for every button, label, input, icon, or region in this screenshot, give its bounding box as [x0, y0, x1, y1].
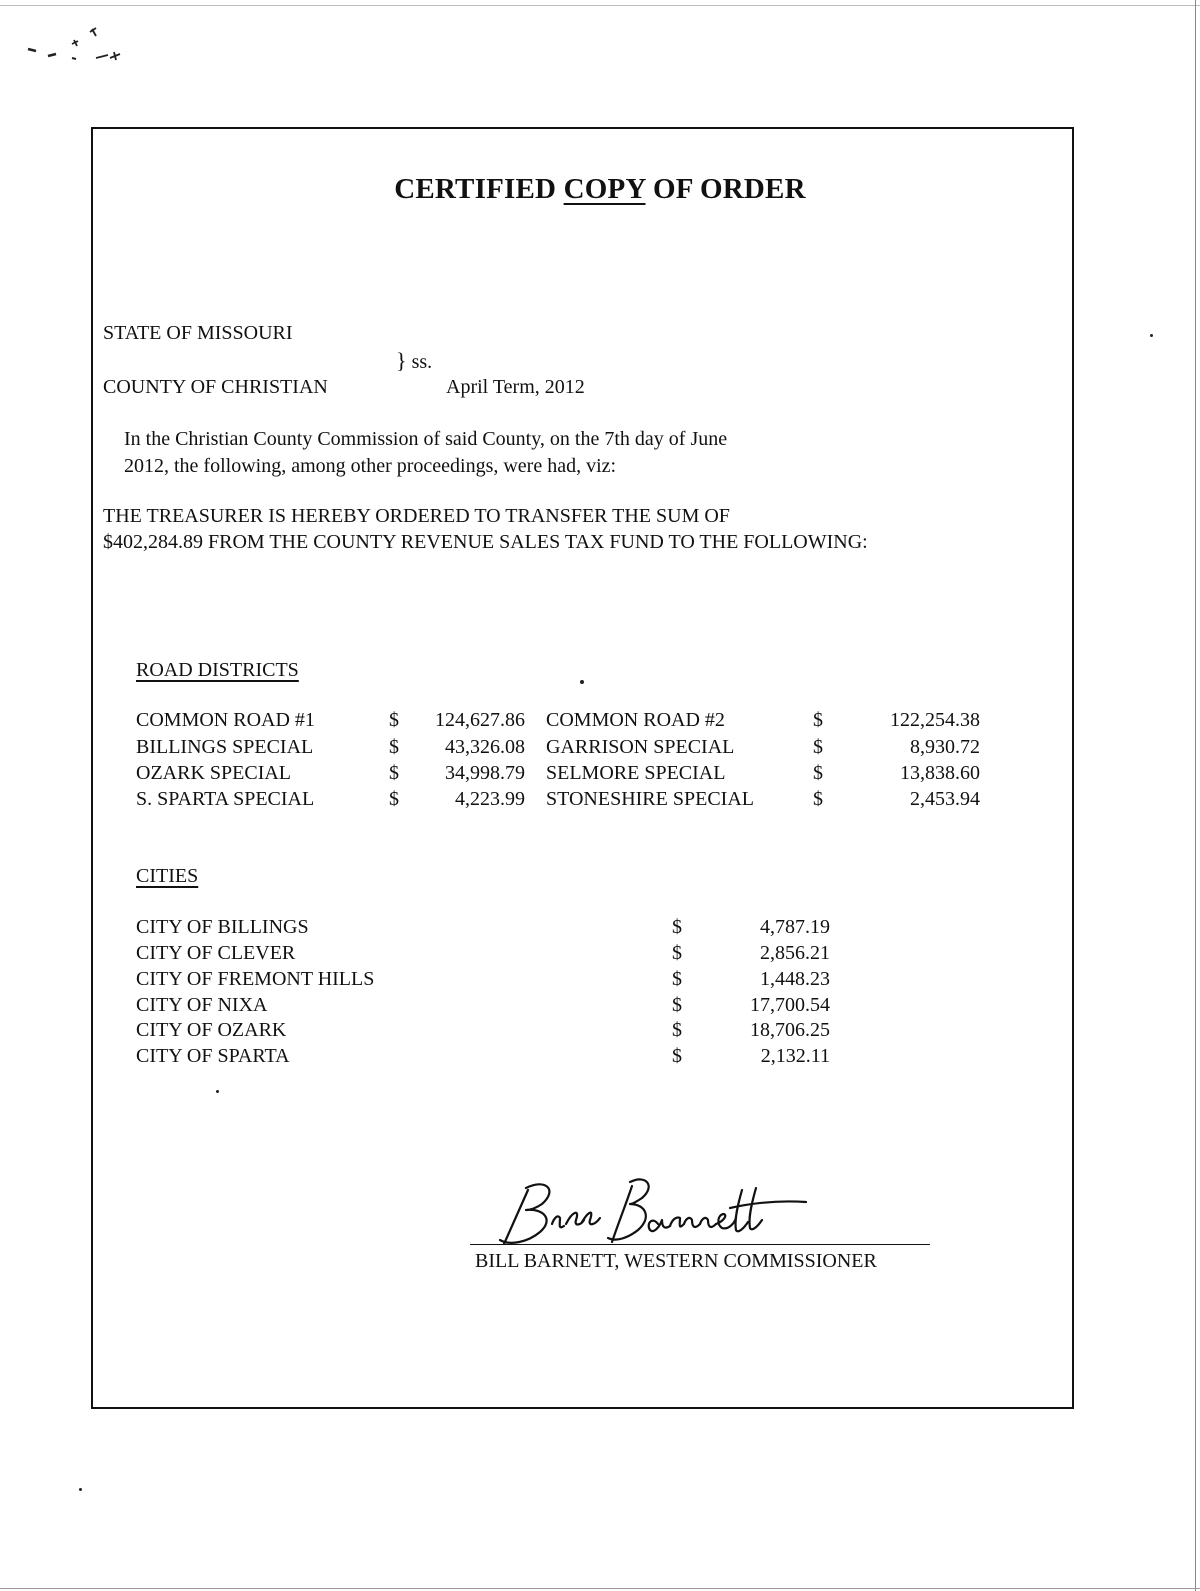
city-amount: 4,787.19 — [760, 916, 830, 938]
road-district-name: OZARK SPECIAL — [136, 762, 292, 784]
scan-right-edge — [1195, 0, 1196, 1591]
city-name: CITY OF NIXA — [136, 994, 268, 1016]
road-district-name: BILLINGS SPECIAL — [136, 736, 314, 758]
currency-sign: $ — [813, 736, 823, 758]
road-district-name: SELMORE SPECIAL — [546, 762, 726, 784]
signature-caption: BILL BARNETT, WESTERN COMMISSIONER — [475, 1250, 877, 1272]
scan-speck — [79, 1488, 82, 1491]
brace-glyph: } — [396, 348, 407, 373]
signature-line — [470, 1244, 930, 1245]
title-underlined-word: COPY — [563, 173, 646, 205]
city-amount: 17,700.54 — [750, 994, 830, 1016]
city-amount: 1,448.23 — [760, 968, 830, 990]
road-district-name: STONESHIRE SPECIAL — [546, 788, 754, 810]
road-district-amount: 34,998.79 — [445, 762, 525, 784]
currency-sign: $ — [389, 762, 399, 784]
order-line-2: $402,284.89 FROM THE COUNTY REVENUE SALES TAX FUND TO THE FOLLOWING: — [103, 531, 868, 553]
currency-sign: $ — [813, 709, 823, 731]
scan-bottom-edge — [0, 1588, 1200, 1589]
currency-sign: $ — [672, 968, 682, 990]
city-name: CITY OF SPARTA — [136, 1045, 290, 1067]
road-district-amount: 2,453.94 — [910, 788, 980, 810]
road-district-name: GARRISON SPECIAL — [546, 736, 735, 758]
city-name: CITY OF CLEVER — [136, 942, 296, 964]
city-amount: 2,856.21 — [760, 942, 830, 964]
currency-sign: $ — [389, 736, 399, 758]
currency-sign: $ — [389, 709, 399, 731]
intro-line-2: 2012, the following, among other proceedings, were had, viz: — [124, 455, 617, 477]
road-districts-heading: ROAD DISTRICTS — [136, 659, 299, 681]
road-district-amount: 43,326.08 — [445, 736, 525, 758]
road-district-amount: 8,930.72 — [910, 736, 980, 758]
currency-sign: $ — [672, 1045, 682, 1067]
county-line: COUNTY OF CHRISTIAN — [103, 376, 328, 398]
road-district-name: COMMON ROAD #1 — [136, 709, 315, 731]
ss-marker — [396, 348, 432, 374]
currency-sign: $ — [672, 994, 682, 1016]
road-district-amount: 124,627.86 — [435, 709, 525, 731]
city-name: CITY OF OZARK — [136, 1019, 287, 1041]
scan-specks-top-left — [24, 24, 134, 74]
currency-sign: $ — [672, 942, 682, 964]
city-amount: 18,706.25 — [750, 1019, 830, 1041]
road-district-name: COMMON ROAD #2 — [546, 709, 725, 731]
order-line-1: THE TREASURER IS HEREBY ORDERED TO TRANSFER THE SUM OF — [103, 505, 730, 527]
ss-label: ss. — [411, 351, 433, 373]
road-district-name: S. SPARTA SPECIAL — [136, 788, 315, 810]
city-name: CITY OF FREMONT HILLS — [136, 968, 375, 990]
term-line: April Term, 2012 — [446, 376, 585, 398]
currency-sign: $ — [389, 788, 399, 810]
city-amount: 2,132.11 — [760, 1045, 830, 1067]
currency-sign: $ — [813, 762, 823, 784]
document-title: CERTIFIED COPY OF ORDER — [394, 173, 806, 205]
scan-top-edge — [0, 5, 1200, 6]
scan-speck — [1150, 334, 1153, 337]
currency-sign: $ — [672, 916, 682, 938]
intro-line-1: In the Christian County Commission of said County, on the 7th day of June — [124, 428, 728, 450]
road-district-amount: 13,838.60 — [900, 762, 980, 784]
currency-sign: $ — [813, 788, 823, 810]
cities-heading: CITIES — [136, 865, 199, 887]
state-line: STATE OF MISSOURI — [103, 322, 293, 344]
city-name: CITY OF BILLINGS — [136, 916, 309, 938]
road-district-amount: 4,223.99 — [455, 788, 525, 810]
road-district-amount: 122,254.38 — [890, 709, 980, 731]
currency-sign: $ — [672, 1019, 682, 1041]
